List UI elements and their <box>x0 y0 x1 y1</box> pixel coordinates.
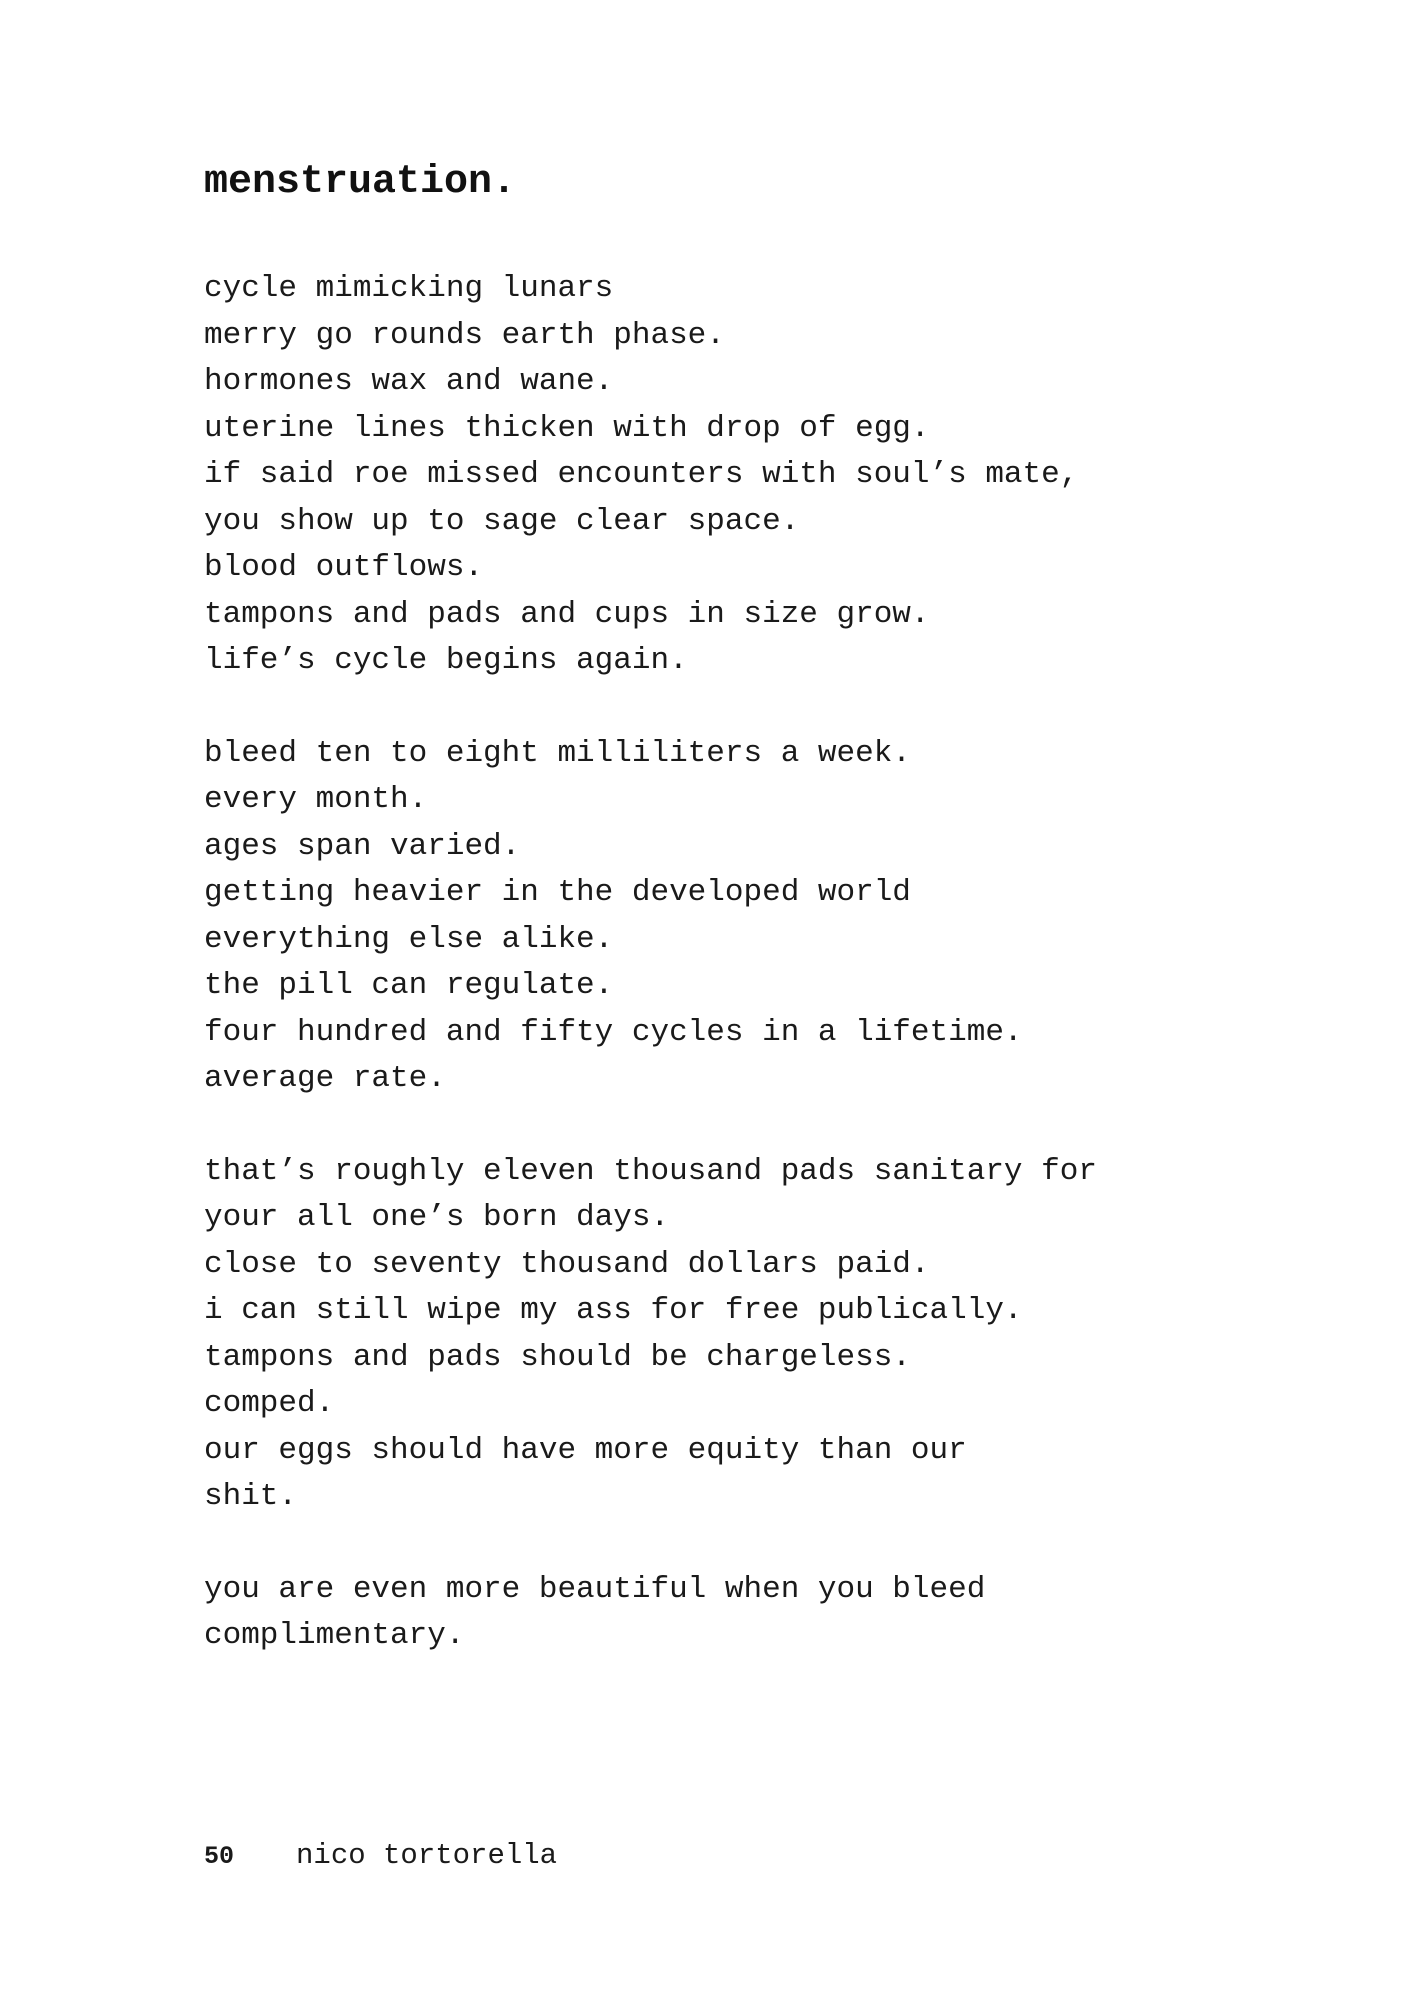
poem-line: if said roe missed encounters with soul’s mate, <box>204 457 1079 492</box>
stanza-2 <box>204 731 1304 1103</box>
poem-line: you show up to sage clear space. <box>204 503 800 539</box>
stanza-3 <box>204 1149 1304 1521</box>
poem-line: complimentary. <box>204 1618 465 1653</box>
poem-line: life’s cycle begins again. <box>204 643 688 678</box>
poem-line: uterine lines thicken with drop of egg. <box>204 410 930 446</box>
poem-line: the pill can regulate. <box>204 968 614 1003</box>
poem-line: comped. <box>204 1386 335 1421</box>
poem-line: everything else alike. <box>204 921 614 957</box>
poem-line: i can still wipe my ass for free publically. <box>204 1293 1023 1328</box>
page-footer <box>204 1838 557 1875</box>
poem-line: tampons and pads should be chargeless. <box>204 1339 911 1375</box>
poem-line: merry go rounds earth phase. <box>204 317 725 353</box>
author-name: nico tortorella <box>296 1839 558 1872</box>
poem-line: getting heavier in the developed world <box>204 875 911 910</box>
poem-title: menstruation. <box>204 160 517 205</box>
stanza-4 <box>204 1567 1304 1660</box>
poem-line: shit. <box>204 1479 298 1514</box>
poem-body <box>204 266 1304 1706</box>
poem-line: average rate. <box>204 1061 446 1096</box>
poem-line: bleed ten to eight milliliters a week. <box>204 735 911 771</box>
page-number: 50 <box>204 1842 235 1871</box>
poem-line: blood outflows. <box>204 550 484 585</box>
poem-line: our eggs should have more equity than our <box>204 1432 967 1468</box>
stanza-1 <box>204 266 1304 685</box>
poem-line: tampons and pads and cups in size grow. <box>204 596 930 632</box>
poem-line: your all one’s born days. <box>204 1200 670 1235</box>
poem-line: close to seventy thousand dollars paid. <box>204 1246 930 1282</box>
poem-line: that’s roughly eleven thousand pads sanitary for <box>204 1153 1097 1189</box>
poem-line: four hundred and fifty cycles in a lifetime. <box>204 1014 1023 1050</box>
poem-line: hormones wax and wane. <box>204 364 614 399</box>
poem-line: you are even more beautiful when you bleed <box>204 1571 986 1607</box>
poem-line: ages span varied. <box>204 828 521 864</box>
poem-line: cycle mimicking lunars <box>204 271 614 306</box>
poem-line: every month. <box>204 782 428 817</box>
